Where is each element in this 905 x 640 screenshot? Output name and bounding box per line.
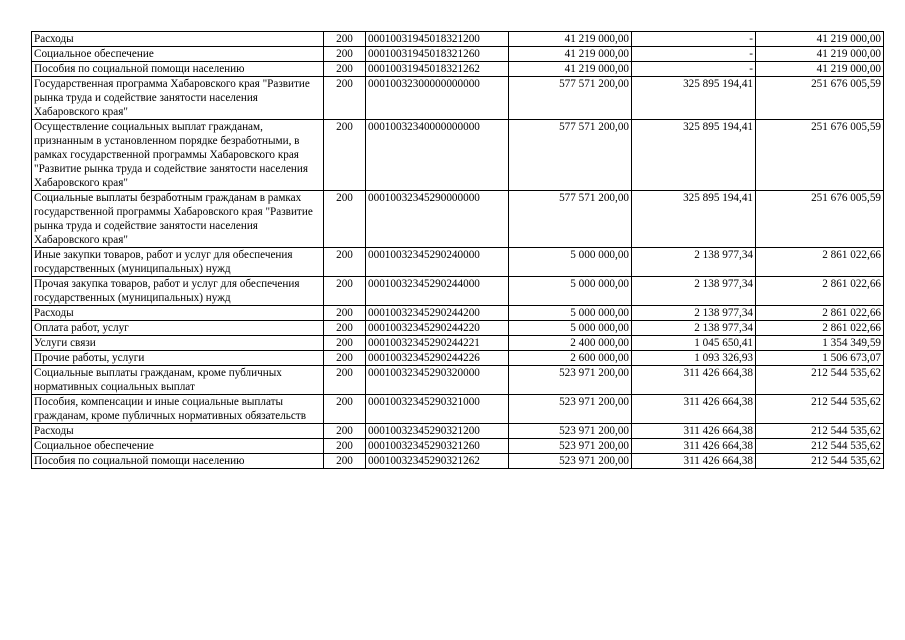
- row-kbk-cell: 00010032345290244200: [366, 306, 509, 321]
- row-kbk-cell: 00010032345290244000: [366, 277, 509, 306]
- row-remaining-cell: 1 354 349,59: [756, 336, 884, 351]
- row-remaining-cell: 2 861 022,66: [756, 306, 884, 321]
- row-kbk-cell: 00010032300000000000: [366, 77, 509, 120]
- row-remaining-cell: 2 861 022,66: [756, 248, 884, 277]
- row-kbk-cell: 00010031945018321260: [366, 47, 509, 62]
- row-plan-cell: 2 400 000,00: [509, 336, 632, 351]
- row-code-cell: 200: [324, 439, 366, 454]
- row-remaining-cell: 41 219 000,00: [756, 62, 884, 77]
- table-row: [32, 32, 884, 47]
- table-row: [32, 62, 884, 77]
- row-plan-cell: 523 971 200,00: [509, 454, 632, 469]
- table-row: [32, 306, 884, 321]
- row-executed-cell: 325 895 194,41: [632, 77, 756, 120]
- table-row: [32, 454, 884, 469]
- row-name-cell: Социальные выплаты гражданам, кроме публичных нормативных социальных выплат: [32, 366, 324, 395]
- row-executed-cell: 2 138 977,34: [632, 277, 756, 306]
- row-code-cell: 200: [324, 47, 366, 62]
- row-plan-cell: 5 000 000,00: [509, 277, 632, 306]
- row-plan-cell: 523 971 200,00: [509, 395, 632, 424]
- row-remaining-cell: 212 544 535,62: [756, 366, 884, 395]
- row-remaining-cell: 2 861 022,66: [756, 277, 884, 306]
- row-name-cell: Осуществление социальных выплат гражданам, признанным в установленном порядке безработными, в рамках государственной программы Хабаровского края "Развитие рынка труда и содействие занятости населения Хабаровского края": [32, 120, 324, 191]
- row-executed-cell: 1 093 326,93: [632, 351, 756, 366]
- row-kbk-cell: 00010032345290240000: [366, 248, 509, 277]
- table-row: [32, 351, 884, 366]
- row-remaining-cell: 2 861 022,66: [756, 321, 884, 336]
- row-code-cell: 200: [324, 351, 366, 366]
- table-row: [32, 366, 884, 395]
- row-plan-cell: 5 000 000,00: [509, 306, 632, 321]
- row-executed-cell: -: [632, 32, 756, 47]
- table-row: [32, 321, 884, 336]
- row-remaining-cell: 212 544 535,62: [756, 395, 884, 424]
- row-kbk-cell: 00010032345290320000: [366, 366, 509, 395]
- table-row: [32, 77, 884, 120]
- row-remaining-cell: 251 676 005,59: [756, 191, 884, 248]
- row-kbk-cell: 00010031945018321262: [366, 62, 509, 77]
- row-executed-cell: 325 895 194,41: [632, 120, 756, 191]
- row-plan-cell: 5 000 000,00: [509, 248, 632, 277]
- row-executed-cell: 2 138 977,34: [632, 248, 756, 277]
- row-executed-cell: 311 426 664,38: [632, 439, 756, 454]
- table-row: [32, 277, 884, 306]
- row-remaining-cell: 251 676 005,59: [756, 77, 884, 120]
- row-name-cell: Иные закупки товаров, работ и услуг для обеспечения государственных (муниципальных) нужд: [32, 248, 324, 277]
- row-name-cell: Прочая закупка товаров, работ и услуг для обеспечения государственных (муниципальных) нужд: [32, 277, 324, 306]
- row-name-cell: Услуги связи: [32, 336, 324, 351]
- row-remaining-cell: 1 506 673,07: [756, 351, 884, 366]
- row-code-cell: 200: [324, 62, 366, 77]
- table-row: [32, 395, 884, 424]
- row-executed-cell: 311 426 664,38: [632, 366, 756, 395]
- row-name-cell: Пособия по социальной помощи населению: [32, 454, 324, 469]
- row-plan-cell: 5 000 000,00: [509, 321, 632, 336]
- row-kbk-cell: 00010031945018321200: [366, 32, 509, 47]
- row-remaining-cell: 212 544 535,62: [756, 439, 884, 454]
- table-row: [32, 191, 884, 248]
- row-plan-cell: 577 571 200,00: [509, 120, 632, 191]
- row-plan-cell: 41 219 000,00: [509, 62, 632, 77]
- row-executed-cell: 311 426 664,38: [632, 424, 756, 439]
- table-row: [32, 248, 884, 277]
- row-name-cell: Прочие работы, услуги: [32, 351, 324, 366]
- row-plan-cell: 577 571 200,00: [509, 191, 632, 248]
- row-executed-cell: -: [632, 62, 756, 77]
- row-remaining-cell: 41 219 000,00: [756, 47, 884, 62]
- row-kbk-cell: 00010032345290244220: [366, 321, 509, 336]
- row-name-cell: Расходы: [32, 424, 324, 439]
- table-row: [32, 47, 884, 62]
- row-code-cell: 200: [324, 366, 366, 395]
- row-remaining-cell: 41 219 000,00: [756, 32, 884, 47]
- row-kbk-cell: 00010032345290321260: [366, 439, 509, 454]
- table-row: [32, 439, 884, 454]
- report-sheet: [31, 31, 884, 469]
- row-executed-cell: 2 138 977,34: [632, 306, 756, 321]
- row-remaining-cell: 212 544 535,62: [756, 454, 884, 469]
- table-row: [32, 424, 884, 439]
- row-kbk-cell: 00010032345290321262: [366, 454, 509, 469]
- row-plan-cell: 523 971 200,00: [509, 366, 632, 395]
- table-body: [32, 32, 884, 469]
- row-remaining-cell: 212 544 535,62: [756, 424, 884, 439]
- row-executed-cell: 325 895 194,41: [632, 191, 756, 248]
- row-remaining-cell: 251 676 005,59: [756, 120, 884, 191]
- row-kbk-cell: 00010032345290244221: [366, 336, 509, 351]
- row-code-cell: 200: [324, 277, 366, 306]
- row-executed-cell: -: [632, 47, 756, 62]
- row-code-cell: 200: [324, 77, 366, 120]
- row-code-cell: 200: [324, 395, 366, 424]
- row-code-cell: 200: [324, 424, 366, 439]
- row-code-cell: 200: [324, 321, 366, 336]
- row-executed-cell: 2 138 977,34: [632, 321, 756, 336]
- row-kbk-cell: 00010032340000000000: [366, 120, 509, 191]
- row-code-cell: 200: [324, 454, 366, 469]
- budget-execution-table: [31, 31, 884, 469]
- row-name-cell: Оплата работ, услуг: [32, 321, 324, 336]
- row-executed-cell: 311 426 664,38: [632, 395, 756, 424]
- row-executed-cell: 1 045 650,41: [632, 336, 756, 351]
- row-name-cell: Социальное обеспечение: [32, 47, 324, 62]
- row-name-cell: Социальные выплаты безработным гражданам в рамках государственной программы Хабаровского края "Развитие рынка труда и содействие занятости населения Хабаровского края": [32, 191, 324, 248]
- table-row: [32, 120, 884, 191]
- row-plan-cell: 41 219 000,00: [509, 47, 632, 62]
- row-code-cell: 200: [324, 336, 366, 351]
- row-plan-cell: 523 971 200,00: [509, 424, 632, 439]
- row-name-cell: Расходы: [32, 32, 324, 47]
- row-code-cell: 200: [324, 120, 366, 191]
- row-kbk-cell: 00010032345290244226: [366, 351, 509, 366]
- row-plan-cell: 577 571 200,00: [509, 77, 632, 120]
- row-plan-cell: 523 971 200,00: [509, 439, 632, 454]
- row-code-cell: 200: [324, 306, 366, 321]
- row-code-cell: 200: [324, 191, 366, 248]
- row-name-cell: Расходы: [32, 306, 324, 321]
- row-kbk-cell: 00010032345290321000: [366, 395, 509, 424]
- row-code-cell: 200: [324, 248, 366, 277]
- row-name-cell: Социальное обеспечение: [32, 439, 324, 454]
- row-executed-cell: 311 426 664,38: [632, 454, 756, 469]
- row-code-cell: 200: [324, 32, 366, 47]
- row-plan-cell: 2 600 000,00: [509, 351, 632, 366]
- row-plan-cell: 41 219 000,00: [509, 32, 632, 47]
- row-kbk-cell: 00010032345290321200: [366, 424, 509, 439]
- row-name-cell: Пособия, компенсации и иные социальные выплаты гражданам, кроме публичных нормативных обязательств: [32, 395, 324, 424]
- row-name-cell: Пособия по социальной помощи населению: [32, 62, 324, 77]
- table-row: [32, 336, 884, 351]
- row-name-cell: Государственная программа Хабаровского края "Развитие рынка труда и содействие занятости населения Хабаровского края": [32, 77, 324, 120]
- row-kbk-cell: 00010032345290000000: [366, 191, 509, 248]
